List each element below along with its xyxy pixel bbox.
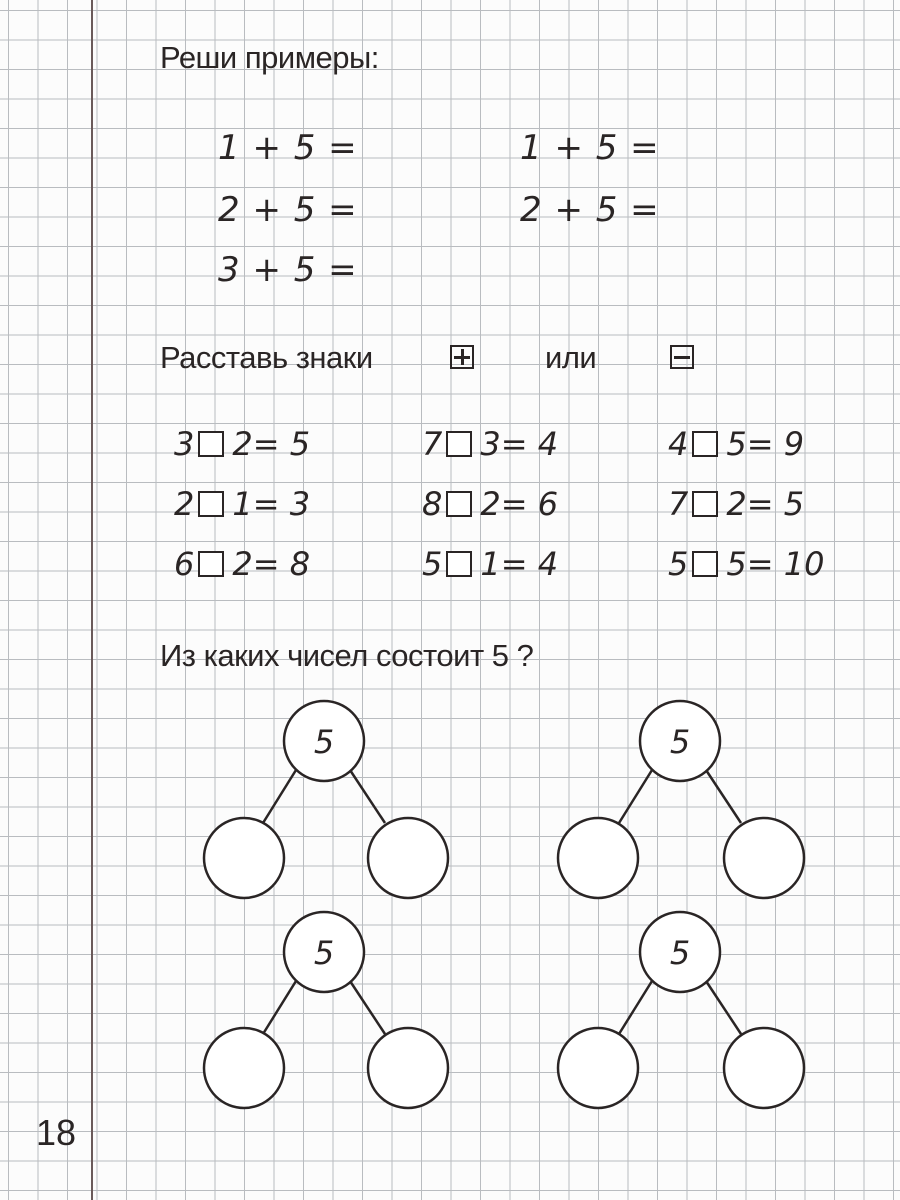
number-tree (204, 912, 448, 1108)
equals-sign: = (746, 545, 784, 583)
result: 6 (537, 485, 559, 523)
operand-b: 2 (726, 485, 747, 523)
operand-a: 2 (174, 485, 195, 523)
left-answer-circle[interactable] (204, 1028, 284, 1108)
result: 5 (783, 485, 805, 523)
equals-sign: = (252, 545, 290, 583)
result: 10 (783, 545, 825, 583)
equals-sign: = (746, 485, 784, 523)
equals-sign: = (500, 545, 538, 583)
operand-b: 5 (726, 425, 747, 463)
operand-b: 3 (480, 425, 501, 463)
right-answer-circle[interactable] (368, 818, 448, 898)
operand-a: 7 (668, 485, 689, 523)
example-left-1: 1 + 5 = (218, 128, 358, 168)
example-left-3: 3 + 5 = (218, 250, 358, 290)
composition-heading: Из каких чисел состоит 5 ? (160, 638, 534, 673)
example-right-1: 1 + 5 = (520, 128, 660, 168)
operand-b: 2 (232, 545, 253, 583)
operand-a: 8 (422, 485, 443, 523)
equals-sign: = (500, 485, 538, 523)
operand-b: 2 (480, 485, 501, 523)
signs-heading: Расставь знаки (160, 340, 373, 375)
right-answer-circle[interactable] (724, 818, 804, 898)
number-tree (558, 912, 804, 1108)
equals-sign: = (252, 425, 290, 463)
operand-b: 1 (480, 545, 501, 583)
result: 3 (289, 485, 311, 523)
operand-b: 1 (232, 485, 253, 523)
operand-a: 3 (174, 425, 195, 463)
result: 5 (289, 425, 311, 463)
number-tree (204, 701, 448, 898)
operand-a: 5 (422, 545, 443, 583)
operand-b: 5 (726, 545, 747, 583)
top-number: 5 (669, 934, 691, 972)
left-answer-circle[interactable] (204, 818, 284, 898)
operand-a: 5 (668, 545, 689, 583)
number-tree (558, 701, 804, 898)
operand-a: 6 (174, 545, 195, 583)
page-number: 18 (36, 1112, 77, 1153)
result: 9 (783, 425, 805, 463)
right-answer-circle[interactable] (724, 1028, 804, 1108)
operand-a: 7 (422, 425, 443, 463)
solve-heading: Реши примеры: (160, 40, 379, 75)
example-left-2: 2 + 5 = (218, 190, 358, 230)
equals-sign: = (500, 425, 538, 463)
top-number: 5 (669, 723, 691, 761)
top-number: 5 (313, 723, 335, 761)
result: 4 (537, 545, 559, 583)
operand-a: 4 (668, 425, 689, 463)
equals-sign: = (252, 485, 290, 523)
equals-sign: = (746, 425, 784, 463)
operand-b: 2 (232, 425, 253, 463)
top-number: 5 (313, 934, 335, 972)
left-answer-circle[interactable] (558, 818, 638, 898)
result: 4 (537, 425, 559, 463)
example-right-2: 2 + 5 = (520, 190, 660, 230)
or-word: или (545, 340, 597, 375)
right-answer-circle[interactable] (368, 1028, 448, 1108)
left-answer-circle[interactable] (558, 1028, 638, 1108)
result: 8 (289, 545, 311, 583)
